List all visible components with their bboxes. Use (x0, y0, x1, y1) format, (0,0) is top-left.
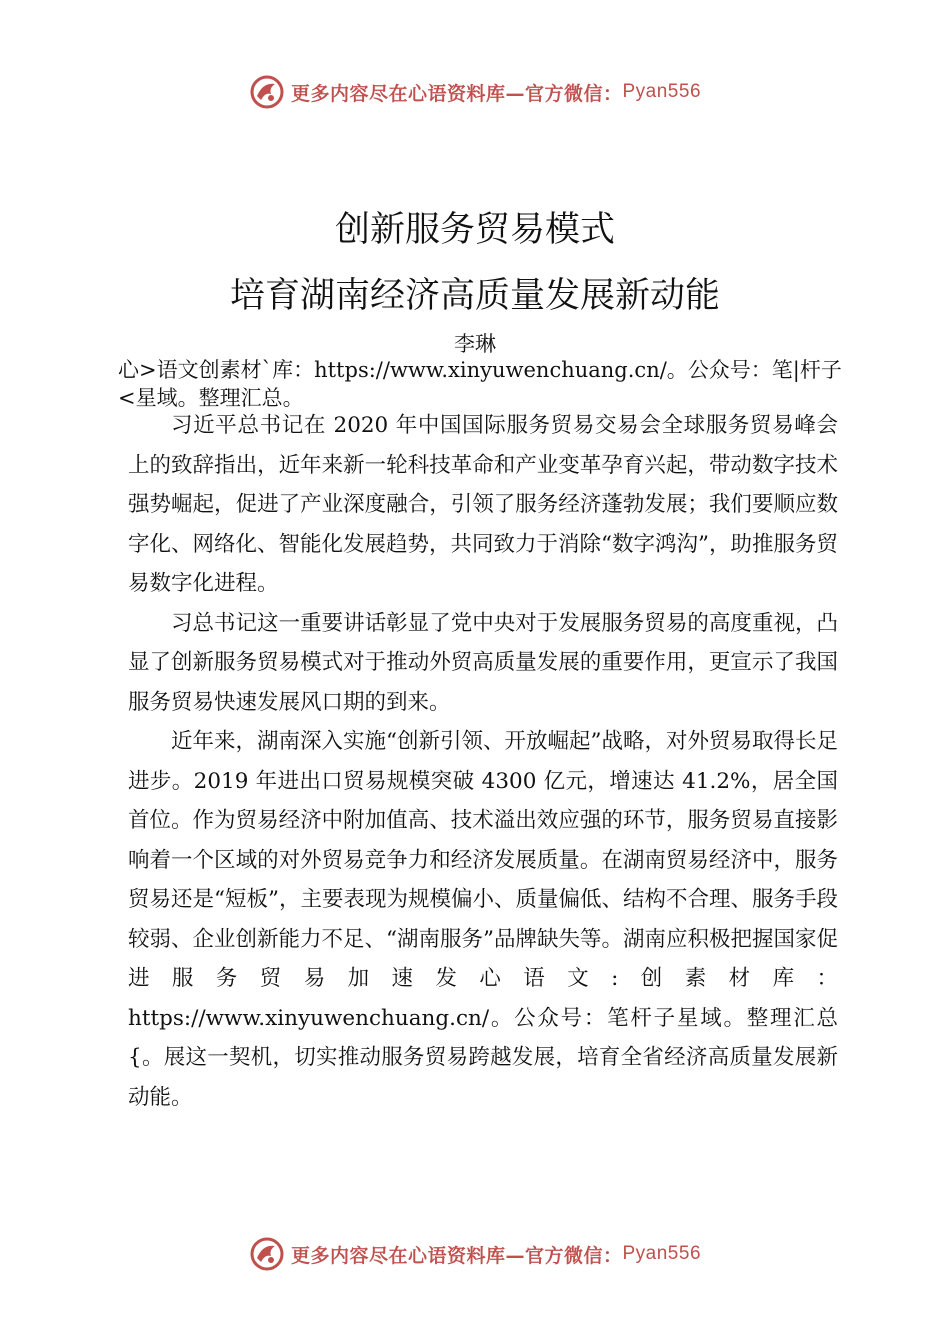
footer-banner (0, 1234, 950, 1274)
title-line-1: 创新服务贸易模式 (334, 210, 615, 250)
banner-wechat-id: Pyan556 (622, 1243, 702, 1264)
header-banner (0, 72, 950, 112)
banner-text: 更多内容尽在心语资料库—官方微信： (290, 82, 623, 105)
red-seal-logo-icon (249, 1236, 285, 1272)
banner-text: 更多内容尽在心语资料库—官方微信： (290, 1244, 623, 1267)
source-note: 心>语文创素材`库：https://www.xinyuwenchuang.cn/。公众号：笔|杆子<星域。整理汇总。 (118, 358, 842, 410)
article-body (128, 406, 838, 1117)
title-line-2: 培育湖南经济高质量发展新动能 (229, 276, 720, 316)
paragraph-2: 习总书记这一重要讲话彰显了党中央对于发展服务贸易的高度重视，凸显了创新服务贸易模式对于推动外贸高质量发展的重要作用，更宣示了我国服务贸易快速发展风口期的到来。 (128, 610, 838, 715)
author: 李琳 (454, 332, 496, 356)
banner-wechat-id: Pyan556 (622, 81, 702, 102)
paragraph-1: 习近平总书记在 2020 年中国国际服务贸易交易会全球服务贸易峰会上的致辞指出，近年来新一轮科技革命和产业变革孕育兴起，带动数字技术强势崛起，促进了产业深度融合，引领了服务经济蓬勃发展；我们要顺应数字化、网络化、智能化发展趋势，共同致力于消除“数字鸿沟”，助推服务贸易数字化进程。 (128, 413, 838, 596)
red-seal-logo-icon (249, 74, 285, 110)
paragraph-3: 近年来，湖南深入实施“创新引领、开放崛起”战略，对外贸易取得长足进步。2019 年进出口贸易规模突破 4300 亿元，增速达 41.2%，居全国首位。作为贸易经济中附加值高、技术溢出效应强的环节，服务贸易直接影响着一个区域的对外贸易竞争力和经济发展质量。在湖南贸易经济中，服务贸易还是“短板”，主要表现为规模偏小、质量偏低、结构不合理、服务手段较弱、企业创新能力不足、“湖南服务”品牌缺失等。湖南应积极把握国家促进服务贸易加速发心语文:创素材库：https://www.xinyuwenchuang.cn/。公众号：笔杆子星域。整理汇总{。展这一契机，切实推动服务贸易跨越发展，培育全省经济高质量发展新动能。 (128, 729, 838, 1110)
